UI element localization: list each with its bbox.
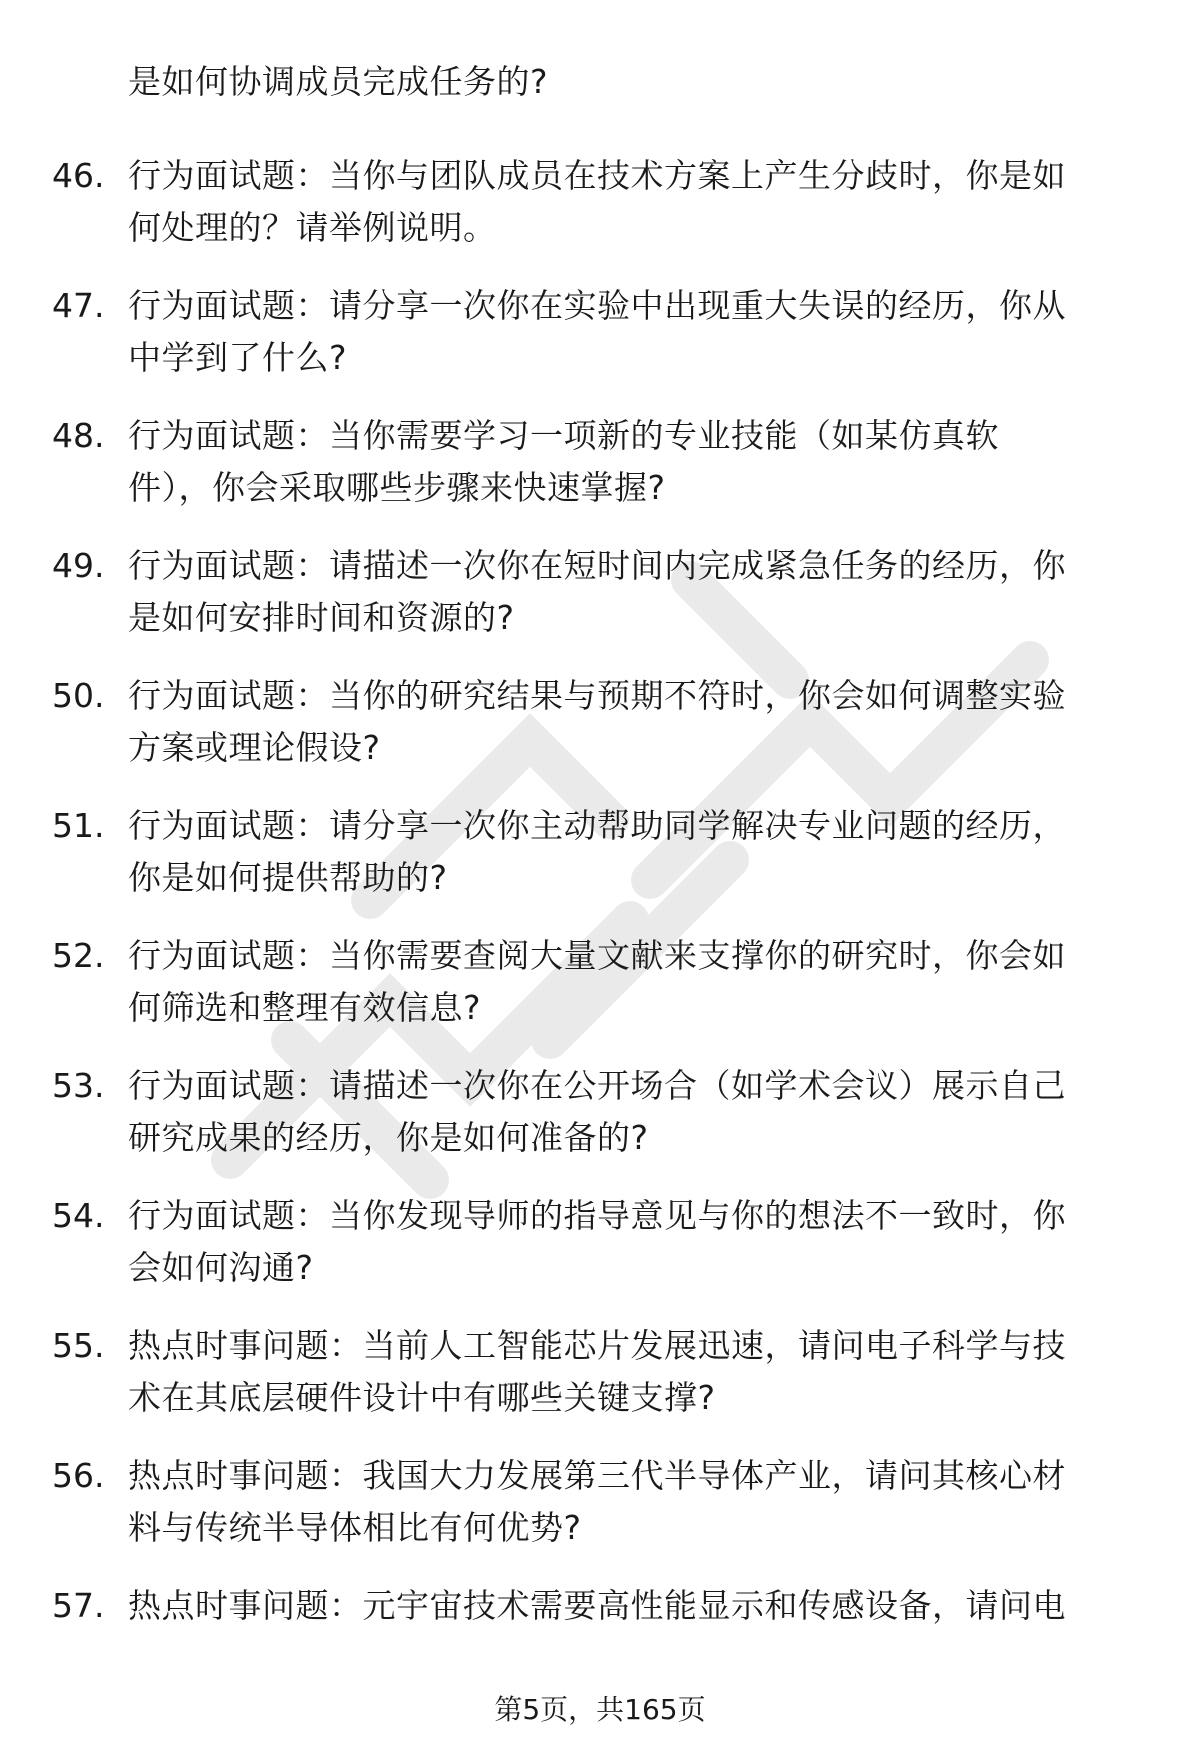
question-item <box>0 1320 1200 1450</box>
question-number: 49. <box>52 546 105 585</box>
question-item <box>0 1190 1200 1320</box>
question-text-line: 行为面试题：当你需要学习一项新的专业技能（如某仿真软 <box>128 416 999 455</box>
question-number: 52. <box>52 936 105 975</box>
question-text-line: 行为面试题：请描述一次你在公开场合（如学术会议）展示自己 <box>128 1066 1066 1105</box>
question-item <box>0 540 1200 670</box>
question-text-line: 行为面试题：当你发现导师的指导意见与你的想法不一致时，你 <box>128 1196 1066 1235</box>
question-item <box>0 930 1200 1060</box>
question-text-line: 料与传统半导体相比有何优势? <box>128 1508 582 1547</box>
question-number: 54. <box>52 1196 105 1235</box>
question-item <box>0 410 1200 540</box>
question-number: 47. <box>52 286 105 325</box>
question-text-line: 行为面试题：当你与团队成员在技术方案上产生分歧时，你是如 <box>128 156 1066 195</box>
question-text <box>128 410 1148 514</box>
question-text-line: 何筛选和整理有效信息? <box>128 988 482 1027</box>
question-number: 55. <box>52 1326 105 1365</box>
question-text <box>128 930 1148 1034</box>
question-text-line: 件），你会采取哪些步骤来快速掌握? <box>128 468 666 507</box>
question-text-line: 研究成果的经历，你是如何准备的? <box>128 1118 649 1157</box>
question-text <box>128 1190 1148 1294</box>
question-item <box>0 800 1200 930</box>
question-text <box>128 540 1148 644</box>
question-text-line: 热点时事问题：元宇宙技术需要高性能显示和传感设备，请问电 <box>128 1586 1066 1625</box>
question-text-line: 行为面试题：请分享一次你在实验中出现重大失误的经历，你从 <box>128 286 1066 325</box>
question-text-line: 方案或理论假设? <box>128 728 381 767</box>
question-text <box>128 150 1148 254</box>
question-number: 51. <box>52 806 105 845</box>
question-item <box>0 670 1200 800</box>
question-text-line: 会如何沟通? <box>128 1248 314 1287</box>
question-number: 50. <box>52 676 105 715</box>
question-text-line: 行为面试题：请分享一次你主动帮助同学解决专业问题的经历， <box>128 806 1066 845</box>
question-list <box>0 150 1200 1710</box>
question-text <box>128 1320 1148 1424</box>
page-number-footer: 第5页，共165页 <box>494 1693 706 1726</box>
question-text <box>128 670 1148 774</box>
question-number: 53. <box>52 1066 105 1105</box>
question-number: 57. <box>52 1586 105 1625</box>
question-text-line: 是如何安排时间和资源的? <box>128 598 515 637</box>
question-item <box>0 1450 1200 1580</box>
question-number: 56. <box>52 1456 105 1495</box>
question-text-line: 行为面试题：请描述一次你在短时间内完成紧急任务的经历，你 <box>128 546 1066 585</box>
question-number: 46. <box>52 156 105 195</box>
question-text <box>128 1580 1148 1632</box>
question-text-line: 行为面试题：当你的研究结果与预期不符时，你会如何调整实验 <box>128 676 1066 715</box>
question-text <box>128 1060 1148 1164</box>
question-text-line: 你是如何提供帮助的? <box>128 858 448 897</box>
question-number: 48. <box>52 416 105 455</box>
question-text-line: 中学到了什么? <box>128 338 348 377</box>
question-text-line: 热点时事问题：当前人工智能芯片发展迅速，请问电子科学与技 <box>128 1326 1066 1365</box>
question-text-line: 术在其底层硬件设计中有哪些关键支撑? <box>128 1378 716 1417</box>
question-text-line: 行为面试题：当你需要查阅大量文献来支撑你的研究时，你会如 <box>128 936 1066 975</box>
continued-question-line: 是如何协调成员完成任务的? <box>128 62 549 101</box>
question-text-line: 热点时事问题：我国大力发展第三代半导体产业，请问其核心材 <box>128 1456 1066 1495</box>
question-text <box>128 1450 1148 1554</box>
question-text <box>128 280 1148 384</box>
question-item <box>0 280 1200 410</box>
question-item <box>0 150 1200 280</box>
question-item <box>0 1060 1200 1190</box>
question-text-line: 何处理的？请举例说明。 <box>128 208 497 247</box>
question-text <box>128 800 1148 904</box>
